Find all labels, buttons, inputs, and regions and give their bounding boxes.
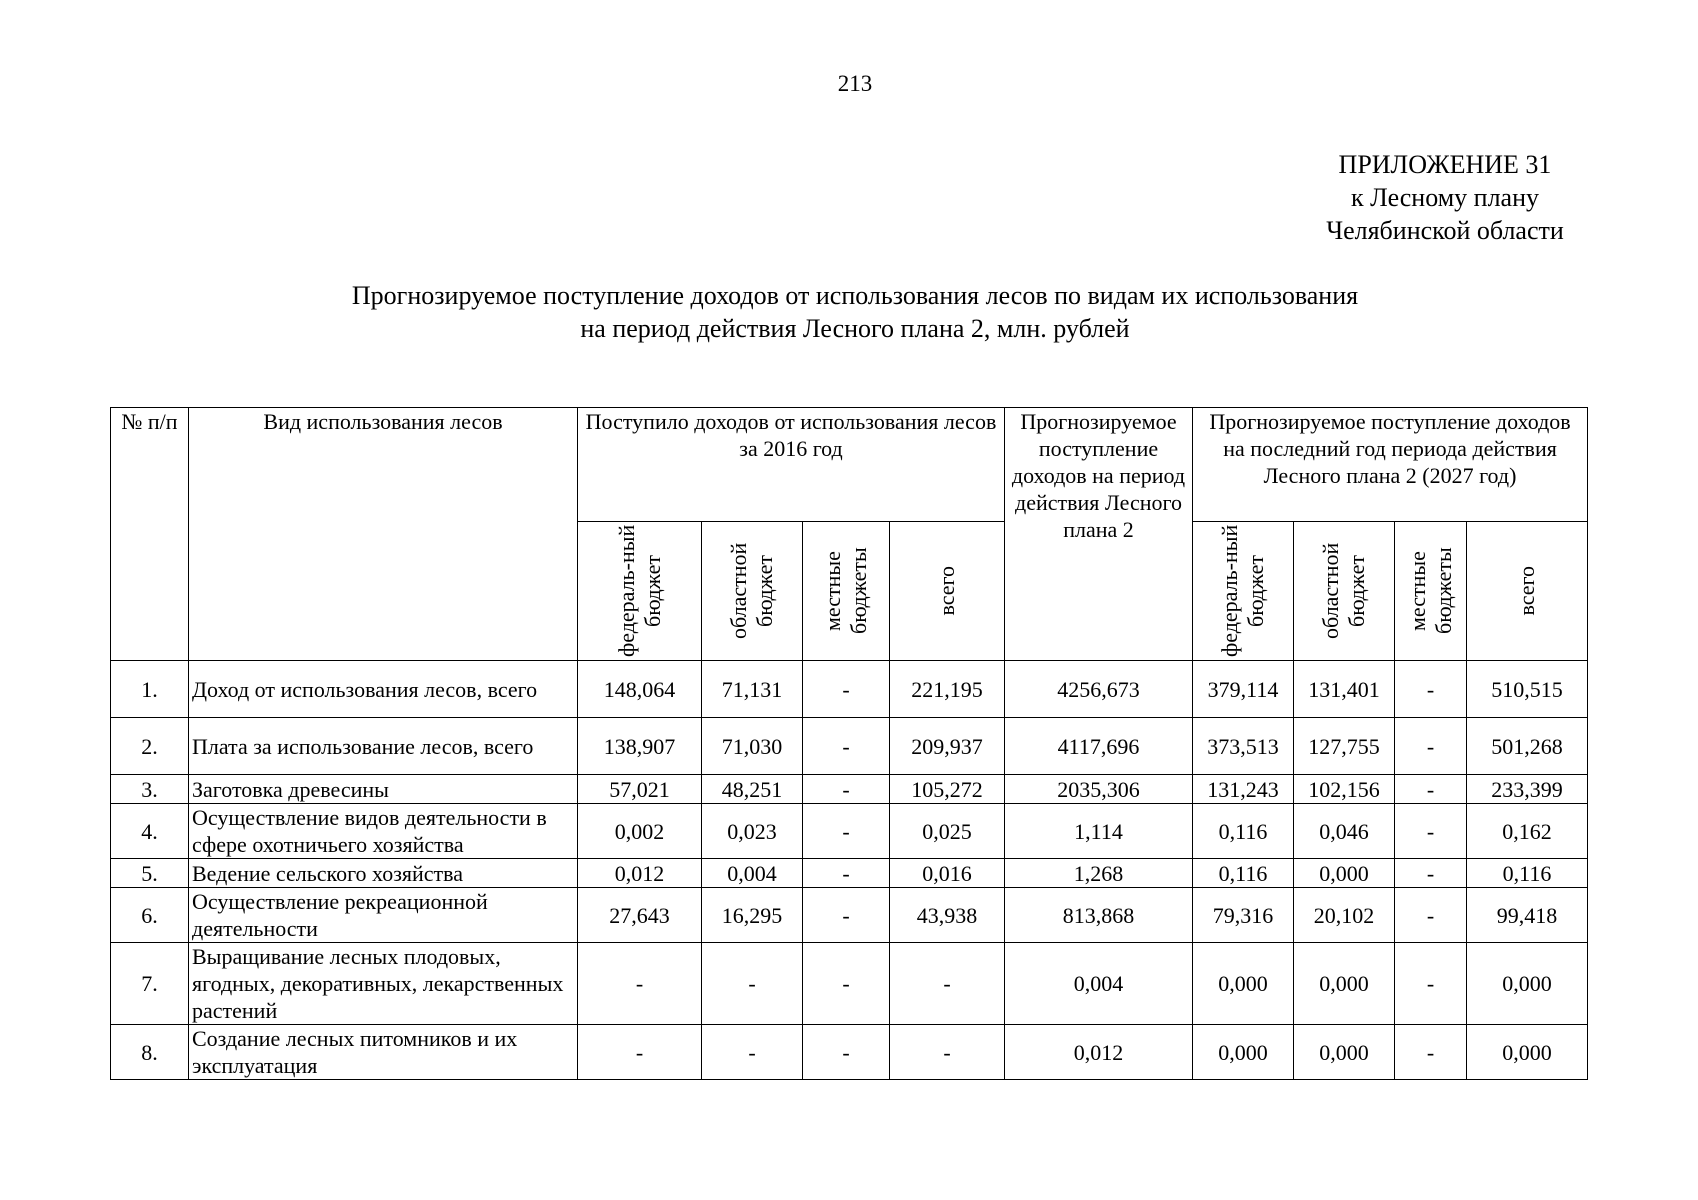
document-title xyxy=(0,279,1698,345)
header-total-2016: всего xyxy=(890,522,1005,661)
value-cell: 71,030 xyxy=(702,718,803,775)
value-cell: - xyxy=(803,718,890,775)
value-cell: - xyxy=(803,804,890,859)
usage-type-name: Осуществление рекреационной деятельности xyxy=(189,888,578,943)
value-cell: 0,012 xyxy=(1005,1025,1193,1080)
value-cell: 0,025 xyxy=(890,804,1005,859)
value-cell: - xyxy=(890,1025,1005,1080)
value-cell: 102,156 xyxy=(1294,775,1395,804)
value-cell: 4256,673 xyxy=(1005,661,1193,718)
value-cell: 209,937 xyxy=(890,718,1005,775)
header-forecast-period: Прогнозируемое поступление доходов на период действия Лесного плана 2 xyxy=(1005,408,1193,661)
value-cell: - xyxy=(1395,775,1467,804)
header-total-2027: всего xyxy=(1467,522,1588,661)
table-row xyxy=(111,1025,1588,1080)
value-cell: 373,513 xyxy=(1193,718,1294,775)
value-cell: 16,295 xyxy=(702,888,803,943)
table-row xyxy=(111,661,1588,718)
row-number: 7. xyxy=(111,943,189,1025)
value-cell: 79,316 xyxy=(1193,888,1294,943)
value-cell: - xyxy=(1395,859,1467,888)
value-cell: 1,114 xyxy=(1005,804,1193,859)
value-cell: 233,399 xyxy=(1467,775,1588,804)
row-number: 8. xyxy=(111,1025,189,1080)
value-cell: - xyxy=(803,888,890,943)
value-cell: 0,000 xyxy=(1294,859,1395,888)
header-income-2016: Поступило доходов от использования лесов за 2016 год xyxy=(578,408,1005,522)
usage-type-name: Выращивание лесных плодовых, ягодных, декоративных, лекарственных растений xyxy=(189,943,578,1025)
value-cell: - xyxy=(803,1025,890,1080)
title-line-2: на период действия Лесного плана 2, млн. рублей xyxy=(580,314,1130,343)
row-number: 3. xyxy=(111,775,189,804)
value-cell: 0,116 xyxy=(1467,859,1588,888)
header-regional-2016: областной бюджет xyxy=(702,522,803,661)
value-cell: 99,418 xyxy=(1467,888,1588,943)
usage-type-name: Ведение сельского хозяйства xyxy=(189,859,578,888)
table-row xyxy=(111,943,1588,1025)
header-usage-type: Вид использования лесов xyxy=(189,408,578,661)
table-body xyxy=(111,661,1588,1080)
value-cell: 0,002 xyxy=(578,804,702,859)
appendix-line-3: Челябинской области xyxy=(1326,216,1564,245)
appendix-line-1: ПРИЛОЖЕНИЕ 31 xyxy=(1338,150,1552,179)
value-cell: 57,021 xyxy=(578,775,702,804)
table-row xyxy=(111,804,1588,859)
value-cell: - xyxy=(702,1025,803,1080)
value-cell: 0,000 xyxy=(1193,943,1294,1025)
value-cell: 148,064 xyxy=(578,661,702,718)
value-cell: - xyxy=(803,943,890,1025)
value-cell: 71,131 xyxy=(702,661,803,718)
value-cell: 510,515 xyxy=(1467,661,1588,718)
table-row xyxy=(111,775,1588,804)
value-cell: 0,000 xyxy=(1294,943,1395,1025)
value-cell: - xyxy=(890,943,1005,1025)
value-cell: 2035,306 xyxy=(1005,775,1193,804)
row-number: 2. xyxy=(111,718,189,775)
value-cell: 0,116 xyxy=(1193,804,1294,859)
value-cell: - xyxy=(1395,718,1467,775)
appendix-line-2: к Лесному плану xyxy=(1350,183,1540,212)
value-cell: 0,000 xyxy=(1294,1025,1395,1080)
value-cell: 379,114 xyxy=(1193,661,1294,718)
row-number: 1. xyxy=(111,661,189,718)
value-cell: - xyxy=(1395,1025,1467,1080)
usage-type-name: Создание лесных питомников и их эксплуатация xyxy=(189,1025,578,1080)
value-cell: - xyxy=(1395,888,1467,943)
value-cell: 131,243 xyxy=(1193,775,1294,804)
usage-type-name: Осуществление видов деятельности в сфере охотничьего хозяйства xyxy=(189,804,578,859)
value-cell: 105,272 xyxy=(890,775,1005,804)
table-row xyxy=(111,888,1588,943)
usage-type-name: Плата за использование лесов, всего xyxy=(189,718,578,775)
row-number: 6. xyxy=(111,888,189,943)
value-cell: 221,195 xyxy=(890,661,1005,718)
usage-type-name: Заготовка древесины xyxy=(189,775,578,804)
value-cell: 0,004 xyxy=(1005,943,1193,1025)
title-line-1: Прогнозируемое поступление доходов от использования лесов по видам их использования xyxy=(351,281,1359,310)
value-cell: - xyxy=(803,859,890,888)
value-cell: 48,251 xyxy=(702,775,803,804)
table-row xyxy=(111,718,1588,775)
header-federal-2027: федераль-ный бюджет xyxy=(1193,522,1294,661)
value-cell: - xyxy=(578,1025,702,1080)
value-cell: 0,000 xyxy=(1193,1025,1294,1080)
value-cell: - xyxy=(1395,943,1467,1025)
value-cell: 0,012 xyxy=(578,859,702,888)
value-cell: - xyxy=(702,943,803,1025)
value-cell: 4117,696 xyxy=(1005,718,1193,775)
income-forecast-table xyxy=(110,407,1588,1080)
header-forecast-2027: Прогнозируемое поступление доходов на последний год периода действия Лесного плана 2 (2027 год) xyxy=(1193,408,1588,522)
value-cell: 0,046 xyxy=(1294,804,1395,859)
table-row xyxy=(111,859,1588,888)
header-federal-2016: федераль-ный бюджет xyxy=(578,522,702,661)
value-cell: 0,023 xyxy=(702,804,803,859)
value-cell: 131,401 xyxy=(1294,661,1395,718)
value-cell: 0,162 xyxy=(1467,804,1588,859)
value-cell: 127,755 xyxy=(1294,718,1395,775)
value-cell: 501,268 xyxy=(1467,718,1588,775)
value-cell: 0,000 xyxy=(1467,943,1588,1025)
value-cell: 138,907 xyxy=(578,718,702,775)
row-number: 4. xyxy=(111,804,189,859)
value-cell: 0,000 xyxy=(1467,1025,1588,1080)
header-regional-2027: областной бюджет xyxy=(1294,522,1395,661)
header-local-2016: местные бюджеты xyxy=(803,522,890,661)
appendix-block xyxy=(1290,148,1600,247)
header-local-2027: местные бюджеты xyxy=(1395,522,1467,661)
value-cell: 20,102 xyxy=(1294,888,1395,943)
row-number: 5. xyxy=(111,859,189,888)
value-cell: 0,004 xyxy=(702,859,803,888)
value-cell: - xyxy=(1395,804,1467,859)
page-number: 213 xyxy=(837,71,873,96)
value-cell: 1,268 xyxy=(1005,859,1193,888)
value-cell: - xyxy=(1395,661,1467,718)
header-row-number: № п/п xyxy=(111,408,189,661)
usage-type-name: Доход от использования лесов, всего xyxy=(189,661,578,718)
value-cell: 0,116 xyxy=(1193,859,1294,888)
value-cell: - xyxy=(803,661,890,718)
value-cell: 0,016 xyxy=(890,859,1005,888)
value-cell: 813,868 xyxy=(1005,888,1193,943)
value-cell: - xyxy=(803,775,890,804)
value-cell: - xyxy=(578,943,702,1025)
value-cell: 27,643 xyxy=(578,888,702,943)
value-cell: 43,938 xyxy=(890,888,1005,943)
